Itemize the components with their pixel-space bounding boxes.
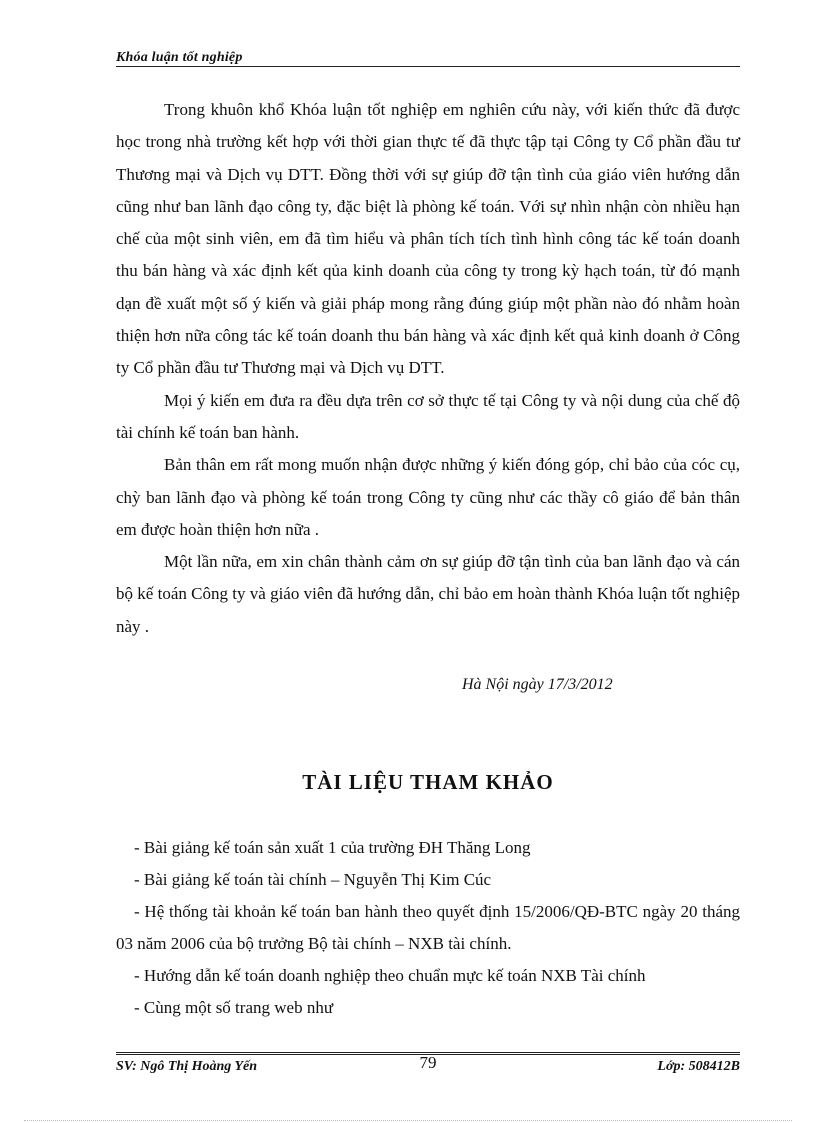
footer-class-code: Lớp: 508412B bbox=[657, 1059, 740, 1074]
body-paragraph: Mọi ý kiến em đưa ra đều dựa trên cơ sở thực tế tại Công ty và nội dung của chế độ tài chính kế toán ban hành. bbox=[116, 390, 740, 442]
header-divider bbox=[116, 66, 740, 67]
body-paragraph: Một lần nữa, em xin chân thành cảm ơn sự giúp đỡ tận tình của ban lãnh đạo và cán bộ kế toán Công ty và giáo viên đã hướng dẫn, chỉ bảo em hoàn thành Khóa luận tốt nghiệp này . bbox=[116, 552, 740, 636]
footer-student-name: SV: Ngô Thị Hoàng Yến bbox=[116, 1059, 258, 1074]
reference-item: - Bài giảng kế toán sản xuất 1 của trường ĐH Thăng Long bbox=[134, 838, 531, 857]
body-paragraph: Trong khuôn khổ Khóa luận tốt nghiệp em nghiên cứu này, với kiến thức đã được học trong nhà trường kết hợp với thời gian thực tế đã thực tập tại Công ty Cổ phần đầu tư Thương mại và Dịch vụ DTT. Đồng thời với sự giúp đỡ tận tình của giáo viên hướng dẫn cũng như ban lãnh đạo công ty, đặc biệt là phòng kế toán. Với sự nhìn nhận còn nhiều hạn chế của một sinh viên, em đã tìm hiểu và phân tích tích tình hình công tác kế toán doanh thu bán hàng và xác định kết qủa kinh doanh của công ty trong kỳ hạch toán, từ đó mạnh dạn đề xuất một số ý kiến và giải pháp mong rằng đúng giúp một phần nào đó nhằm hoàn thiện hơn nữa công tác kế toán doanh thu bán hàng và xác định kết quả kinh doanh ở Công ty Cổ phần đầu tư Thương mại và Dịch vụ DTT. bbox=[116, 100, 740, 378]
references-heading: TÀI LIỆU THAM KHẢO bbox=[302, 770, 554, 794]
reference-item: - Bài giảng kế toán tài chính – Nguyễn Thị Kim Cúc bbox=[134, 870, 492, 889]
reference-item: - Hệ thống tài khoản kế toán ban hành theo quyết định 15/2006/QĐ-BTC ngày 20 tháng 03 năm 2006 của bộ trưởng Bộ tài chính – NXB tài chính. bbox=[116, 902, 740, 953]
reference-item: - Hướng dẫn kế toán doanh nghiệp theo chuẩn mực kế toán NXB Tài chính bbox=[134, 966, 646, 985]
page-number: 79 bbox=[419, 1053, 437, 1072]
reference-item: - Cùng một số trang web như bbox=[134, 998, 334, 1017]
body-text bbox=[116, 94, 740, 643]
body-paragraph: Bản thân em rất mong muốn nhận được những ý kiến đóng góp, chỉ bảo của cóc cụ, chỳ ban lãnh đạo và phòng kế toán trong Công ty cũng như các thầy cô giáo để bản thân em được hoàn thiện hơn nữa . bbox=[116, 455, 740, 539]
running-header-title: Khóa luận tốt nghiệp bbox=[116, 50, 243, 65]
page-edge-line bbox=[24, 1120, 792, 1121]
signoff-date: Hà Nội ngày 17/3/2012 bbox=[462, 676, 613, 693]
references-list bbox=[116, 832, 740, 1024]
